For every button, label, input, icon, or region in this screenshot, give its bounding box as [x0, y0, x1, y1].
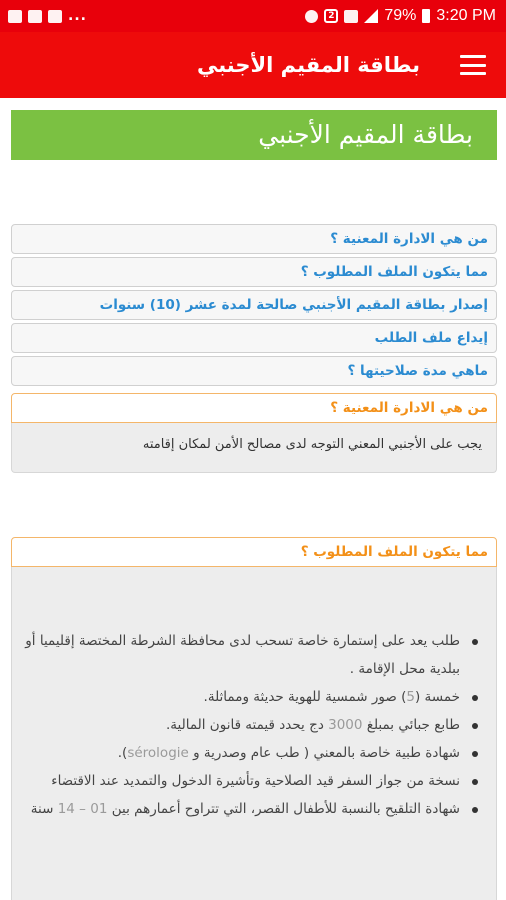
more-notifications: ... [68, 8, 87, 24]
mail-icon [48, 10, 62, 23]
gallery-icon [8, 10, 22, 23]
list-item: طابع جبائي بمبلغ 3000 دج يحدد قيمته قانون المالية. [20, 711, 486, 739]
main-content[interactable] [0, 98, 506, 900]
app-bar [0, 32, 506, 98]
department-answer: يجب على الأجنبي المعني التوجه لدى مصالح الأمن لمكان إقامته [142, 437, 482, 452]
list-item: خمسة (5) صور شمسية للهوية حديثة ومماثلة. [20, 683, 486, 711]
alarm-icon [305, 10, 318, 23]
vibrate-icon [344, 10, 358, 23]
battery-percent: 79% [384, 7, 417, 24]
status-notifications [8, 8, 87, 24]
list-item: شهادة التلقيح بالنسبة للأطفال القصر، التي تتراوح أعمارهم بين 01 – 14 سنة [20, 795, 486, 823]
signal-icon [364, 9, 378, 23]
app-title: بطاقة المقيم الأجنبي [196, 53, 420, 77]
open-section-department-title[interactable]: من هي الادارة المعنية ؟ [11, 393, 497, 423]
message-icon [28, 10, 42, 23]
list-item: طلب يعد على إستمارة خاصة تسحب لدى محافظة الشرطة المختصة إقليميا أو ببلدية محل الإقامة . [20, 627, 486, 683]
battery-icon [422, 9, 430, 23]
clock: 3:20 PM [436, 7, 496, 24]
accordion-item-validity[interactable]: ماهي مدة صلاحيتها ؟ [11, 356, 497, 386]
accordion-item-submit-file[interactable]: إيداع ملف الطلب [11, 323, 497, 353]
hamburger-menu-icon[interactable] [460, 55, 486, 75]
accordion-item-ten-year-card[interactable]: إصدار بطاقة المقيم الأجنبي صالحة لمدة عشر (10) سنوات [11, 290, 497, 320]
open-section-department-body [11, 423, 497, 473]
status-bar [0, 0, 506, 32]
status-system [305, 7, 496, 25]
page-title: بطاقة المقيم الأجنبي [11, 110, 497, 160]
list-item: شهادة طبية خاصة بالمعني ( طب عام وصدرية و sérologie). [20, 739, 486, 767]
sim-icon: 2 [324, 9, 338, 23]
open-section-required-file-body [11, 567, 497, 900]
accordion-item-required-file[interactable]: مما يتكون الملف المطلوب ؟ [11, 257, 497, 287]
open-section-required-file-title[interactable]: مما يتكون الملف المطلوب ؟ [11, 537, 497, 567]
accordion-item-department[interactable]: من هي الادارة المعنية ؟ [11, 224, 497, 254]
list-item: نسخة من جواز السفر قيد الصلاحية وتأشيرة الدخول والتمديد عند الاقتضاء [20, 767, 486, 795]
requirements-list [12, 567, 496, 823]
